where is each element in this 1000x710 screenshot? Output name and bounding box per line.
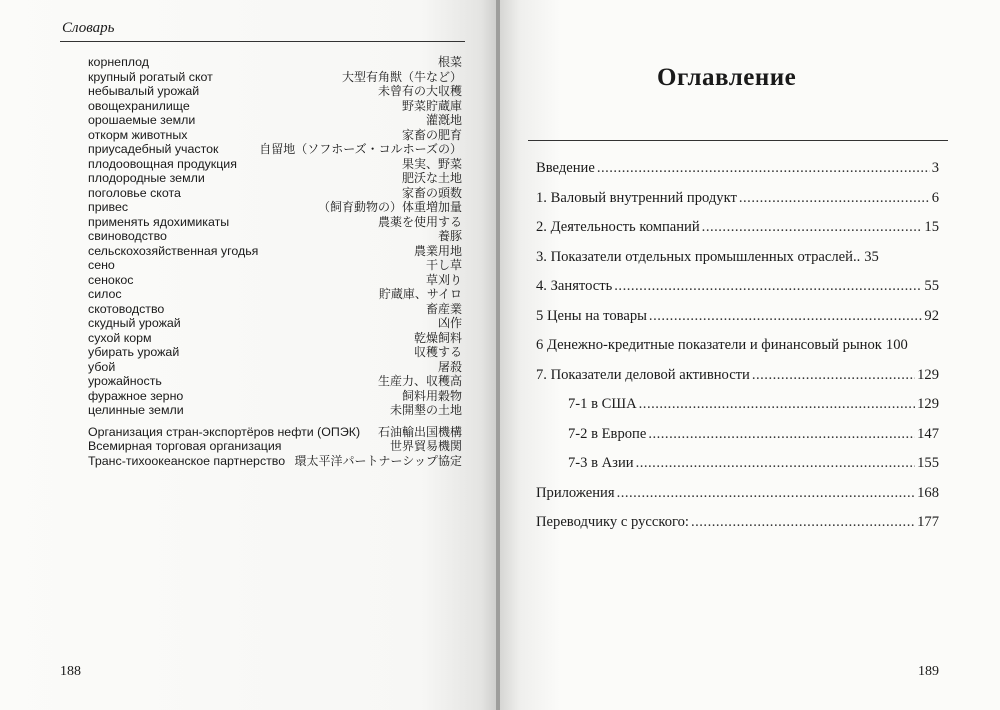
toc-label: 5 Цены на товары: [536, 307, 647, 324]
term-russian: фуражное зерно: [88, 388, 184, 403]
glossary-entry: [88, 374, 462, 389]
glossary-entry: [88, 157, 462, 172]
dot-leader: [649, 302, 922, 332]
term-japanese: 根菜: [437, 55, 462, 69]
glossary-entry: [88, 229, 462, 244]
toc-page-number: 177: [917, 514, 939, 530]
right-page: [500, 0, 1000, 710]
glossary-entry: [88, 273, 462, 288]
org-russian: Организация стран-экспортёров нефти (ОПЭК): [88, 424, 361, 439]
toc-subentry[interactable]: [536, 390, 939, 420]
glossary-entry: [88, 302, 462, 317]
section-gap: [88, 418, 462, 425]
toc-label: Переводчику с русского:: [536, 514, 689, 530]
toc-label: 7-2 в Европе: [568, 425, 647, 442]
term-russian: свиноводство: [88, 229, 167, 243]
glossary-entry: [88, 84, 462, 99]
org-japanese: 環太平洋パートナーシップ協定: [294, 453, 462, 468]
toc-entry[interactable]: [536, 361, 939, 391]
toc-label: Введение: [536, 160, 595, 176]
term-russian: убой: [88, 359, 116, 374]
dot-leader: [617, 479, 916, 509]
term-japanese: 屠殺: [437, 359, 462, 374]
dot-leader: [614, 272, 922, 302]
dot-leader: [691, 508, 915, 538]
term-russian: крупный рогатый скот: [88, 69, 213, 84]
term-russian: применять ядохимикаты: [88, 214, 230, 229]
term-russian: плодоовощная продукция: [88, 156, 237, 171]
toc-entry[interactable]: [536, 243, 939, 273]
organization-entry: [88, 439, 462, 454]
term-russian: орошаемые земли: [88, 113, 196, 127]
running-head: Словарь: [62, 20, 115, 36]
glossary-entry: [88, 287, 462, 302]
term-russian: урожайность: [88, 374, 162, 388]
term-russian: сенокос: [88, 272, 134, 287]
glossary-entry: [88, 215, 462, 230]
term-japanese: 自留地（ソフホーズ・コルホーズの）: [259, 142, 462, 156]
toc-entry[interactable]: [536, 154, 939, 184]
toc-page-number: 92: [924, 307, 939, 324]
glossary-entry: [88, 258, 462, 273]
term-russian: сено: [88, 258, 115, 272]
glossary-entry: [88, 55, 462, 70]
term-japanese: 干し草: [425, 258, 462, 272]
toc-label: 4. Занятость: [536, 278, 613, 294]
toc-page-number: 168: [917, 484, 939, 501]
glossary-entry: [88, 171, 462, 186]
term-russian: целинные земли: [88, 403, 184, 417]
toc-label: 2. Деятельность компаний: [536, 219, 700, 235]
term-japanese: 乾燥飼料: [413, 330, 462, 345]
term-japanese: 養豚: [437, 229, 462, 243]
term-russian: скотоводство: [88, 301, 165, 316]
dot-leader: [702, 213, 923, 243]
toc-page-number: 129: [917, 396, 939, 412]
term-japanese: 家畜の頭数: [401, 185, 462, 200]
glossary-entry: [88, 403, 462, 418]
glossary-entry: [88, 186, 462, 201]
glossary-entry: [88, 244, 462, 259]
term-russian: сухой корм: [88, 330, 152, 345]
toc-subentry[interactable]: [536, 420, 939, 450]
toc-label: 7-3 в Азии: [568, 455, 634, 471]
term-japanese: 果実、野菜: [401, 156, 462, 171]
toc-page-number: 129: [917, 366, 939, 383]
term-russian: плодородные земли: [88, 171, 205, 185]
organization-entry: [88, 425, 462, 440]
toc-page-number: 100: [885, 337, 908, 353]
term-russian: поголовье скота: [88, 185, 181, 200]
toc-label: 7. Показатели деловой активности: [536, 366, 750, 383]
term-japanese: 農薬を使用する: [377, 214, 462, 229]
term-japanese: 凶作: [437, 316, 462, 330]
term-japanese: 未開墾の土地: [389, 403, 462, 417]
term-japanese: 畜産業: [425, 301, 462, 316]
term-japanese: 大型有角獣（牛など）: [341, 69, 462, 84]
term-russian: сельскохозяйственная угодья: [88, 243, 259, 258]
term-russian: овощехранилище: [88, 98, 190, 113]
glossary-entry: [88, 389, 462, 404]
page-number: 189: [918, 664, 939, 679]
glossary-entry: [88, 200, 462, 215]
term-japanese: 家畜の肥育: [401, 127, 462, 142]
toc-page-number: 6: [931, 189, 939, 206]
toc-label: 7-1 в США: [568, 396, 637, 412]
glossary-entry: [88, 331, 462, 346]
term-japanese: 収穫する: [413, 345, 462, 359]
term-russian: приусадебный участок: [88, 142, 219, 156]
toc-page-number: 55: [924, 278, 939, 294]
toc-label: 6 Денежно-кредитные показатели и финансовый рынок: [536, 337, 882, 353]
term-japanese: 未曾有の大収穫: [377, 84, 462, 98]
term-japanese: 飼料用穀物: [401, 388, 462, 403]
page-title: Оглавление: [657, 64, 797, 91]
glossary-entry: [88, 360, 462, 375]
term-russian: корнеплод: [88, 55, 150, 69]
toc-entry[interactable]: [536, 331, 939, 361]
toc-page-number: 3: [931, 160, 939, 176]
dot-leader: [636, 449, 916, 479]
toc-page-number: 155: [917, 455, 939, 471]
dot-leader: [597, 154, 930, 184]
toc-subentry[interactable]: [536, 449, 939, 479]
toc-page-number: 147: [917, 425, 939, 442]
term-russian: небывалый урожай: [88, 84, 200, 98]
toc-entry[interactable]: [536, 302, 939, 332]
glossary-list: [88, 55, 462, 468]
dot-leader: [752, 361, 915, 391]
toc-entry[interactable]: [536, 479, 939, 509]
dot-leader: [739, 184, 930, 214]
term-japanese: 灌漑地: [425, 113, 462, 127]
term-russian: привес: [88, 200, 129, 214]
toc-entry[interactable]: [536, 213, 939, 243]
term-japanese: 農業用地: [413, 243, 462, 258]
org-japanese: 石油輸出国機構: [377, 424, 462, 439]
left-page: [0, 0, 496, 710]
term-russian: убирать урожай: [88, 345, 180, 359]
term-russian: силос: [88, 287, 122, 301]
org-russian: Транс-тихоокеанское партнерство: [88, 453, 286, 468]
dot-leader: [648, 420, 915, 450]
glossary-entry: [88, 128, 462, 143]
term-japanese: （飼育動物の）体重増加量: [317, 200, 462, 214]
term-russian: скудный урожай: [88, 316, 181, 330]
toc-entry[interactable]: [536, 184, 939, 214]
toc-page-number: 15: [924, 219, 939, 235]
glossary-entry: [88, 113, 462, 128]
glossary-entry: [88, 142, 462, 157]
organization-entry: [88, 454, 462, 469]
term-russian: откорм животных: [88, 127, 188, 142]
toc-page-number: 35: [864, 248, 879, 265]
term-japanese: 肥沃な土地: [401, 171, 462, 185]
page-number: 188: [60, 664, 81, 679]
title-rule: [528, 140, 948, 141]
glossary-entry: [88, 99, 462, 114]
dot-leader: [639, 390, 915, 420]
toc-label: 3. Показатели отдельных промышленных отраслей..: [536, 248, 861, 265]
term-japanese: 生産力、収穫高: [377, 374, 462, 388]
term-japanese: 野菜貯蔵庫: [401, 98, 462, 113]
glossary-entry: [88, 70, 462, 85]
toc-label: Приложения: [536, 484, 615, 501]
glossary-entry: [88, 345, 462, 360]
org-japanese: 世界貿易機関: [389, 439, 462, 453]
toc-label: 1. Валовый внутренний продукт: [536, 189, 737, 206]
toc-entry[interactable]: [536, 272, 939, 302]
table-of-contents: [536, 154, 939, 538]
toc-entry[interactable]: [536, 508, 939, 538]
header-rule: [60, 41, 465, 42]
term-japanese: 草刈り: [425, 272, 462, 287]
glossary-entry: [88, 316, 462, 331]
org-russian: Всемирная торговая организация: [88, 439, 282, 453]
term-japanese: 貯蔵庫、サイロ: [378, 287, 462, 301]
